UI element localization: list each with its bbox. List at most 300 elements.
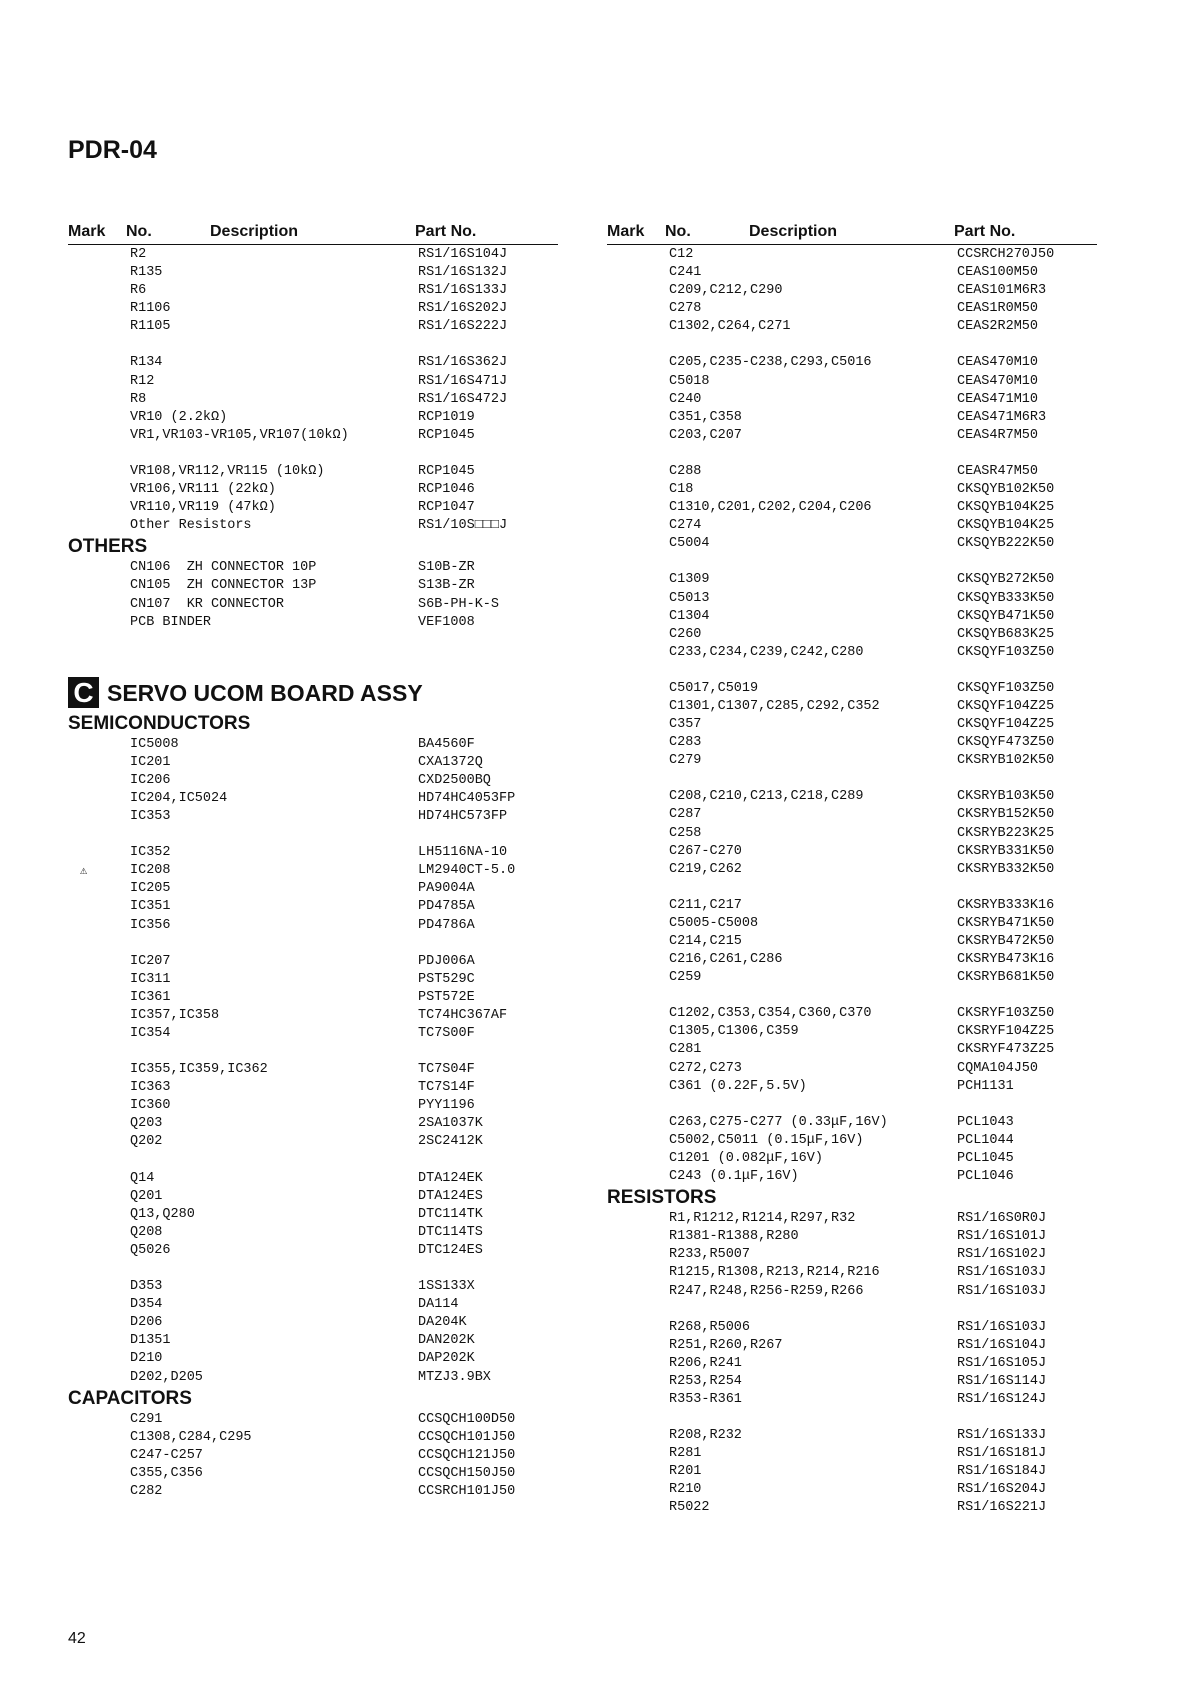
part-row: [607, 499, 1097, 517]
part-number: CKSQYF103Z50: [957, 644, 1055, 660]
part-ref-no: C243 (0.1μF,16V): [669, 1169, 799, 1185]
row-gap: [68, 1152, 558, 1170]
part-number: CEAS471M10: [957, 391, 1039, 407]
part-ref-no: C274: [669, 518, 702, 534]
header-description: Description: [749, 223, 838, 240]
part-number: CEAS470M10: [957, 355, 1039, 371]
part-row: [68, 862, 558, 880]
table-header: [68, 222, 558, 245]
part-ref-no: IC5008: [130, 736, 179, 752]
part-row: [607, 680, 1097, 698]
part-row: [68, 1314, 558, 1332]
parts-list-right: [607, 222, 1097, 1518]
part-row: [68, 1429, 558, 1447]
part-number: CKSQYF104Z25: [957, 717, 1055, 733]
part-number: RS1/16S101J: [957, 1229, 1047, 1245]
part-row: [607, 1481, 1097, 1499]
part-row: [607, 517, 1097, 535]
part-number: CCSQCH121J50: [418, 1447, 516, 1463]
part-row: [68, 499, 558, 517]
part-ref-no: Q201: [130, 1188, 163, 1204]
part-row: [607, 391, 1097, 409]
part-ref-no: R2: [130, 247, 147, 262]
part-ref-no: R233,R5007: [669, 1247, 751, 1263]
part-row: [607, 1228, 1097, 1246]
part-number: CKSQYB471K50: [957, 608, 1055, 624]
part-number: CCSRCH270J50: [957, 247, 1055, 262]
part-row: [68, 1242, 558, 1260]
part-row: [607, 1499, 1097, 1517]
part-number: RS1/16S114J: [957, 1373, 1047, 1389]
section-heading: SEMICONDUCTORS: [68, 712, 251, 734]
part-row: [68, 1332, 558, 1350]
row-gap: [607, 445, 1097, 463]
part-ref-no: R6: [130, 283, 147, 299]
part-ref-no: D353: [130, 1279, 163, 1295]
part-ref-no: C5017,C5019: [669, 680, 759, 696]
part-ref-no: R12: [130, 373, 155, 389]
part-ref-no: Q13,Q280: [130, 1206, 195, 1222]
part-number: PST529C: [418, 971, 475, 987]
part-ref-no: Q208: [130, 1224, 163, 1240]
part-ref-no: CN107 KR CONNECTOR: [130, 596, 284, 612]
part-number: PYY1196: [418, 1098, 475, 1114]
part-row: [607, 1168, 1097, 1186]
part-row: [68, 844, 558, 862]
row-gap: [607, 553, 1097, 571]
part-ref-no: C361 (0.22F,5.5V): [669, 1078, 807, 1094]
part-number: CKSRYB332K50: [957, 861, 1055, 877]
part-ref-no: C5002,C5011 (0.15μF,16V): [669, 1132, 864, 1148]
part-number: CEASR47M50: [957, 463, 1039, 479]
part-row: [607, 698, 1097, 716]
part-row: [607, 1114, 1097, 1132]
part-number: CKSRYB223K25: [957, 825, 1055, 841]
part-row: [607, 1041, 1097, 1059]
part-row: [68, 1224, 558, 1242]
part-number: TC74HC367AF: [418, 1007, 508, 1023]
part-row: [607, 1132, 1097, 1150]
part-ref-no: R281: [669, 1446, 702, 1462]
part-ref-no: C291: [130, 1411, 163, 1427]
part-number: CKSRYB471K50: [957, 915, 1055, 931]
row-gap: [607, 1301, 1097, 1319]
part-ref-no: C1301,C1307,C285,C292,C352: [669, 698, 880, 714]
part-ref-no: C1201 (0.082μF,16V): [669, 1150, 823, 1166]
part-ref-no: C5005-C5008: [669, 915, 759, 931]
board-assy-title: SERVO UCOM BOARD ASSY: [107, 679, 423, 706]
part-number: CKSRYF473Z25: [957, 1042, 1055, 1058]
parts-rows: [607, 246, 1097, 1518]
part-row: [607, 535, 1097, 553]
row-gap: [68, 1043, 558, 1061]
part-number: PD4786A: [418, 917, 475, 933]
part-row: [68, 1007, 558, 1025]
part-row: [607, 915, 1097, 933]
part-row: [68, 1170, 558, 1188]
part-number: RCP1046: [418, 482, 475, 498]
part-ref-no: R247,R248,R256-R259,R266: [669, 1283, 864, 1299]
part-row: [607, 282, 1097, 300]
part-number: CCSQCH100D50: [418, 1411, 516, 1427]
header-no: No.: [126, 223, 152, 240]
part-row: [68, 880, 558, 898]
part-row: [607, 571, 1097, 589]
part-row: [68, 373, 558, 391]
part-number: PCH1131: [957, 1078, 1014, 1094]
part-number: PD4785A: [418, 899, 475, 915]
part-number: CCSRCH101J50: [418, 1483, 516, 1499]
part-number: VEF1008: [418, 614, 475, 630]
part-row: [68, 427, 558, 445]
part-ref-no: R1381-R1388,R280: [669, 1229, 799, 1245]
part-row: [68, 1133, 558, 1151]
part-ref-no: IC207: [130, 953, 171, 969]
part-row: [68, 790, 558, 808]
part-ref-no: R135: [130, 265, 163, 281]
header-mark: Mark: [607, 223, 645, 240]
part-row: [607, 246, 1097, 264]
part-ref-no: C216,C261,C286: [669, 952, 783, 968]
part-ref-no: R1105: [130, 319, 171, 335]
part-number: CKSQYB333K50: [957, 590, 1055, 606]
part-row: [68, 264, 558, 282]
part-ref-no: R353-R361: [669, 1391, 742, 1407]
part-ref-no: IC363: [130, 1080, 171, 1096]
part-row: [68, 736, 558, 754]
part-ref-no: R251,R260,R267: [669, 1337, 783, 1353]
header-part-no: Part No.: [415, 223, 477, 240]
part-ref-no: R1215,R1308,R213,R214,R216: [669, 1265, 880, 1281]
part-row: [68, 917, 558, 935]
part-number: RCP1045: [418, 463, 475, 479]
part-ref-no: C267-C270: [669, 843, 742, 859]
part-number: RS1/16S471J: [418, 373, 508, 389]
part-row: [607, 1078, 1097, 1096]
part-number: RS1/16S132J: [418, 265, 508, 281]
part-ref-no: C211,C217: [669, 897, 742, 913]
part-row: [607, 318, 1097, 336]
board-assy-heading: [68, 674, 558, 712]
part-ref-no: IC356: [130, 917, 171, 933]
part-number: CKSRYB681K50: [957, 970, 1055, 986]
part-row: [607, 463, 1097, 481]
part-number: DA204K: [418, 1315, 467, 1331]
part-row: [68, 772, 558, 790]
part-row: [68, 559, 558, 577]
part-row: [607, 608, 1097, 626]
part-ref-no: IC208: [130, 863, 171, 879]
part-ref-no: R1106: [130, 301, 171, 317]
part-row: [68, 596, 558, 614]
part-row: [607, 843, 1097, 861]
part-row: [68, 1411, 558, 1429]
part-row: [607, 752, 1097, 770]
part-ref-no: C279: [669, 753, 702, 769]
part-ref-no: IC201: [130, 754, 171, 770]
part-number: CKSRYB472K50: [957, 934, 1055, 949]
part-ref-no: C288: [669, 463, 702, 479]
part-row: [607, 1391, 1097, 1409]
part-number: CKSQYB222K50: [957, 536, 1055, 552]
part-row: [607, 933, 1097, 951]
part-ref-no: CN106 ZH CONNECTOR 10P: [130, 560, 317, 576]
part-number: CKSRYB473K16: [957, 952, 1055, 968]
part-ref-no: R134: [130, 355, 163, 371]
part-number: S13B-ZR: [418, 578, 475, 594]
part-ref-no: IC351: [130, 899, 171, 915]
part-row: [68, 1079, 558, 1097]
part-row: [607, 716, 1097, 734]
part-ref-no: PCB BINDER: [130, 614, 212, 630]
part-row: [607, 1355, 1097, 1373]
part-number: LM2940CT-5.0: [418, 863, 516, 879]
part-row: [68, 282, 558, 300]
page-number: 42: [68, 1630, 86, 1647]
part-number: PA9004A: [418, 881, 475, 897]
part-ref-no: C263,C275-C277 (0.33μF,16V): [669, 1114, 888, 1130]
part-number: RS1/16S103J: [957, 1283, 1047, 1299]
part-number: RCP1045: [418, 427, 475, 443]
part-ref-no: C208,C210,C213,C218,C289: [669, 789, 864, 805]
part-ref-no: C247-C257: [130, 1447, 203, 1463]
part-number: CEAS4R7M50: [957, 427, 1039, 443]
part-number: RS1/16S105J: [957, 1355, 1047, 1371]
part-row: [607, 644, 1097, 662]
part-number: RS1/16S104J: [957, 1337, 1047, 1353]
part-row: [607, 1283, 1097, 1301]
part-ref-no: D206: [130, 1315, 163, 1331]
part-row: [607, 354, 1097, 372]
part-number: CKSRYB152K50: [957, 807, 1055, 823]
section-heading: CAPACITORS: [68, 1387, 192, 1409]
part-ref-no: C209,C212,C290: [669, 283, 783, 299]
part-number: HD74HC4053FP: [418, 790, 516, 806]
row-gap: [607, 662, 1097, 680]
part-number: PCL1043: [957, 1114, 1014, 1130]
part-number: CEAS471M6R3: [957, 409, 1047, 425]
part-ref-no: R8: [130, 391, 147, 407]
part-row: [607, 409, 1097, 427]
part-number: CEAS100M50: [957, 265, 1039, 281]
part-row: [68, 1188, 558, 1206]
part-ref-no: R253,R254: [669, 1373, 742, 1389]
part-number: 1SS133X: [418, 1279, 475, 1295]
part-number: RS1/16S0R0J: [957, 1211, 1047, 1227]
part-ref-no: C203,C207: [669, 427, 742, 443]
part-row: [68, 354, 558, 372]
part-row: [68, 481, 558, 499]
part-ref-no: IC205: [130, 881, 171, 897]
part-row: [607, 264, 1097, 282]
part-number: HD74HC573FP: [418, 809, 508, 825]
part-number: CKSRYB103K50: [957, 789, 1055, 805]
part-number: 2SC2412K: [418, 1134, 483, 1150]
header-part-no: Part No.: [954, 223, 1016, 240]
part-number: CEAS470M10: [957, 373, 1039, 389]
part-number: RS1/16S104J: [418, 247, 508, 262]
part-number: DTC114TK: [418, 1206, 483, 1222]
part-row: [607, 1337, 1097, 1355]
part-row: [68, 971, 558, 989]
part-ref-no: R1,R1212,R1214,R297,R32: [669, 1211, 856, 1227]
part-ref-no: C12: [669, 247, 694, 262]
part-row: [607, 1445, 1097, 1463]
part-row: [607, 825, 1097, 843]
part-number: MTZJ3.9BX: [418, 1369, 491, 1385]
part-row: [607, 1246, 1097, 1264]
part-row: [607, 1264, 1097, 1282]
part-row: [607, 1210, 1097, 1228]
header-mark: Mark: [68, 223, 106, 240]
part-ref-no: C351,C358: [669, 409, 742, 425]
row-gap: [68, 445, 558, 463]
part-row: [607, 806, 1097, 824]
part-row: [607, 300, 1097, 318]
part-row: [68, 318, 558, 336]
part-number: DA114: [418, 1297, 459, 1313]
part-row: [607, 1463, 1097, 1481]
part-number: RS1/16S103J: [957, 1265, 1047, 1281]
part-number: TC7S14F: [418, 1080, 475, 1096]
part-number: CKSRYF104Z25: [957, 1024, 1055, 1040]
part-number: DTC124ES: [418, 1242, 483, 1258]
part-ref-no: C1310,C201,C202,C204,C206: [669, 500, 872, 516]
part-number: CKSQYB683K25: [957, 626, 1055, 642]
part-ref-no: C240: [669, 391, 702, 407]
part-row: [68, 614, 558, 632]
part-number: PCL1045: [957, 1150, 1014, 1166]
part-number: CKSQYB272K50: [957, 572, 1055, 588]
part-number: CKSRYF103Z50: [957, 1006, 1055, 1022]
part-number: RS1/16S221J: [957, 1500, 1047, 1516]
part-ref-no: R5022: [669, 1500, 710, 1516]
row-gap: [607, 1409, 1097, 1427]
part-row: [68, 1115, 558, 1133]
part-number: DAP202K: [418, 1351, 475, 1367]
part-ref-no: Q203: [130, 1116, 163, 1132]
part-row: [68, 391, 558, 409]
part-row: [68, 1465, 558, 1483]
part-number: CCSQCH150J50: [418, 1465, 516, 1481]
board-letter-badge: C: [68, 677, 99, 708]
part-row: [68, 989, 558, 1007]
header-description: Description: [210, 223, 299, 240]
part-ref-no: C1308,C284,C295: [130, 1429, 252, 1445]
part-ref-no: D210: [130, 1351, 163, 1367]
part-ref-no: D202,D205: [130, 1369, 203, 1385]
part-number: CKSQYF103Z50: [957, 680, 1055, 696]
part-ref-no: IC361: [130, 989, 171, 1005]
part-number: CKSQYF104Z25: [957, 698, 1055, 714]
part-ref-no: IC355,IC359,IC362: [130, 1062, 268, 1078]
part-ref-no: C357: [669, 717, 702, 733]
part-row: [607, 481, 1097, 499]
part-number: RS1/16S181J: [957, 1446, 1047, 1462]
part-number: CKSRYB102K50: [957, 753, 1055, 769]
part-ref-no: IC311: [130, 971, 171, 987]
part-row: [607, 1373, 1097, 1391]
part-ref-no: C1305,C1306,C359: [669, 1024, 799, 1040]
part-row: [68, 1483, 558, 1501]
part-row: [68, 1369, 558, 1387]
part-number: 2SA1037K: [418, 1116, 483, 1132]
part-row: [607, 1150, 1097, 1168]
part-row: [68, 409, 558, 427]
part-ref-no: VR108,VR112,VR115 (10kΩ): [130, 463, 325, 479]
part-ref-no: IC353: [130, 809, 171, 825]
part-ref-no: C18: [669, 482, 694, 498]
part-row: [68, 1025, 558, 1043]
part-number: RS1/16S202J: [418, 301, 508, 317]
part-number: TC7S00F: [418, 1026, 475, 1041]
part-row: [607, 1060, 1097, 1078]
part-row: [607, 969, 1097, 987]
part-ref-no: C260: [669, 626, 702, 642]
parts-list-left: [68, 222, 558, 1501]
part-number: CXA1372Q: [418, 754, 483, 770]
part-ref-no: R208,R232: [669, 1428, 742, 1444]
part-number: DTA124ES: [418, 1188, 483, 1204]
part-number: CQMA104J50: [957, 1060, 1039, 1076]
part-number: PDJ006A: [418, 953, 475, 969]
row-gap: [607, 987, 1097, 1005]
part-ref-no: C1202,C353,C354,C360,C370: [669, 1006, 872, 1022]
part-number: RS1/16S472J: [418, 391, 508, 407]
row-gap: [607, 1096, 1097, 1114]
part-ref-no: VR106,VR111 (22kΩ): [130, 482, 276, 498]
part-ref-no: C241: [669, 265, 702, 281]
part-number: RS1/16S133J: [418, 283, 508, 299]
part-number: DTA124EK: [418, 1170, 483, 1186]
part-row: [607, 427, 1097, 445]
part-number: CEAS101M6R3: [957, 283, 1047, 299]
row-gap: [68, 1260, 558, 1278]
part-number: RS1/16S102J: [957, 1247, 1047, 1263]
part-ref-no: D354: [130, 1297, 163, 1313]
part-ref-no: C278: [669, 301, 702, 317]
part-number: RS1/16S204J: [957, 1482, 1047, 1498]
row-gap: [68, 935, 558, 953]
part-row: [68, 577, 558, 595]
part-row: [68, 1296, 558, 1314]
part-ref-no: Q14: [130, 1170, 155, 1186]
part-ref-no: C214,C215: [669, 934, 742, 949]
part-ref-no: C5004: [669, 536, 710, 552]
part-number: RCP1047: [418, 500, 475, 516]
part-row: [607, 734, 1097, 752]
part-ref-no: C259: [669, 970, 702, 986]
part-ref-no: C272,C273: [669, 1060, 742, 1076]
part-number: RS1/16S133J: [957, 1428, 1047, 1444]
part-number: BA4560F: [418, 736, 475, 752]
part-ref-no: Q5026: [130, 1242, 171, 1258]
part-ref-no: C219,C262: [669, 861, 742, 877]
part-row: [68, 1447, 558, 1465]
part-number: RS1/16S362J: [418, 355, 508, 371]
part-number: LH5116NA-10: [418, 845, 508, 861]
part-row: [607, 897, 1097, 915]
part-row: [68, 1278, 558, 1296]
part-ref-no: D1351: [130, 1333, 171, 1349]
part-ref-no: R210: [669, 1482, 702, 1498]
part-ref-no: C283: [669, 735, 702, 751]
part-row: [607, 373, 1097, 391]
part-ref-no: IC206: [130, 772, 171, 788]
part-ref-no: VR110,VR119 (47kΩ): [130, 500, 276, 516]
part-row: [607, 788, 1097, 806]
part-ref-no: VR10 (2.2kΩ): [130, 409, 228, 425]
